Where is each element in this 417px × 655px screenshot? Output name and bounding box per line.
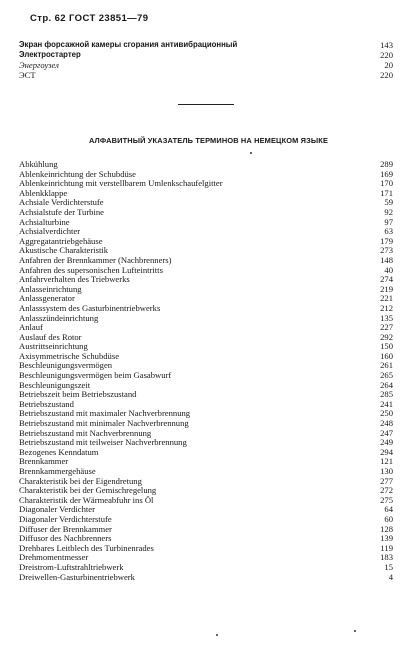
entry-page-number: 171 — [380, 187, 393, 198]
entry-term: Anfahrverhalten des Triebwerks — [19, 274, 130, 285]
entry-term: Axisymmetrische Schubdüse — [19, 350, 120, 361]
entry-term: Dreiwellen-Gasturbinentriebwerk — [19, 571, 135, 582]
entry-page-number: 179 — [380, 235, 393, 246]
entry-page-number: 264 — [380, 379, 393, 390]
section-divider — [178, 104, 234, 105]
entry-page-number: 130 — [380, 466, 393, 476]
entry-page-number: 59 — [384, 197, 393, 208]
entry-page-number: 160 — [380, 350, 393, 361]
entry-term: Betriebszustand mit teilweiser Nachverbrennung — [19, 437, 187, 448]
entry-page-number: 92 — [384, 206, 393, 217]
entry-page-number: 148 — [380, 254, 393, 265]
entry-term: Anfahren der Brennkammer (Nachbrenners) — [19, 254, 172, 265]
entry-term: Akustische Charakteristik — [19, 245, 109, 256]
entry-term: Bezogenes Kenndatum — [19, 446, 99, 457]
entry-term: Auslauf des Rotor — [19, 331, 82, 342]
entry-term: Экран форсажной камеры сгорания антивибрационный — [19, 40, 238, 49]
entry-term: Drehbares Leitblech des Turbinenrades — [19, 542, 154, 553]
entry-term: Anlasssystem des Gasturbinentriebwerks — [19, 302, 161, 313]
entry-term: Betriebszustand mit Nachverbrennung — [19, 427, 152, 438]
entry-term: Anfahren des supersonischen Lufteintritts — [19, 264, 163, 275]
entry-page-number: 274 — [380, 274, 393, 285]
entry-page-number: 277 — [380, 475, 393, 486]
entry-page-number: 247 — [380, 427, 393, 438]
entry-page-number: 273 — [380, 245, 393, 256]
entry-term: Diffusor des Nachbrenners — [19, 533, 112, 544]
entry-page-number: 135 — [380, 312, 393, 323]
entry-term: Ablenkeinrichtung mit verstellbarem Umlenkschaufelgitter — [19, 178, 223, 189]
entry-page-number: 292 — [380, 331, 393, 342]
entry-term: Beschleunigungsvermögen — [19, 360, 113, 371]
entry-term: Achsiale Verdichterstufe — [19, 197, 104, 208]
entry-term: Achsialstufe der Turbine — [19, 206, 104, 217]
entry-term: Austrittseinrichtung — [19, 341, 88, 352]
entry-term: Betriebszustand mit maximaler Nachverbrennung — [19, 408, 191, 419]
entry-term: Betriebszeit beim Betriebszustand — [19, 389, 137, 400]
entry-page-number: 170 — [380, 178, 393, 189]
entry-page-number: 63 — [384, 226, 393, 237]
entry-page-number: 227 — [380, 322, 393, 333]
entry-term: Betriebszustand — [19, 398, 74, 409]
entry-term: ЭСТ — [19, 70, 36, 80]
entry-page-number: 150 — [380, 341, 393, 352]
entry-term: Charakteristik bei der Eigendretung — [19, 475, 142, 486]
entry-term: Brennkammergehäuse — [19, 466, 96, 476]
entry-page-number: 250 — [380, 408, 393, 419]
entry-term: Электростартер — [19, 50, 81, 59]
entry-page-number: 128 — [380, 523, 393, 534]
entry-term: Ablenkklappe — [19, 187, 68, 198]
entry-term: Anlauf — [19, 322, 43, 333]
section-title: АЛФАВИТНЫЙ УКАЗАТЕЛЬ ТЕРМИНОВ НА НЕМЕЦКОМ ЯЗЫКЕ — [88, 136, 329, 145]
entry-term: Abkühlung — [19, 159, 58, 169]
entry-term: Beschleunigungszeit — [19, 379, 91, 390]
entry-term: Diffuser der Brennkammer — [19, 523, 112, 534]
entry-term: Dreistrom-Luftstrahltriebwerk — [19, 561, 124, 572]
entry-page-number: 15 — [384, 561, 393, 572]
entry-term: Diagonaler Verdichterstufe — [19, 513, 112, 524]
entry-page-number: 285 — [380, 389, 393, 400]
page-header: Стр. 62 ГОСТ 23851—79 — [30, 13, 149, 24]
entry-page-number: 241 — [380, 398, 393, 409]
entry-page-number: 249 — [380, 437, 393, 448]
entry-page-number: 294 — [380, 446, 393, 457]
entry-term: Charakteristik der Wärmeabfuhr ins Öl — [19, 494, 154, 505]
index-entry — [19, 314, 393, 324]
entry-term: Anlassgenerator — [19, 293, 75, 304]
entry-term: Anlasszündeinrichtung — [19, 312, 99, 323]
print-speck — [354, 630, 356, 632]
index-entry — [19, 208, 393, 218]
entry-page-number: 183 — [380, 552, 393, 563]
index-entry — [19, 390, 393, 400]
index-entry — [19, 40, 393, 50]
entry-term: Энергоузел — [19, 60, 59, 70]
entry-term: Achsialturbine — [19, 216, 70, 227]
entry-page-number: 212 — [380, 302, 393, 313]
entry-term: Brennkammer — [19, 456, 69, 467]
entry-term: Betriebszustand mit minimaler Nachverbrennung — [19, 418, 189, 429]
index-entry — [19, 285, 393, 295]
index-entry — [19, 448, 393, 458]
entry-term: Aggregatantriebgehäuse — [19, 235, 103, 246]
entry-term: Charakteristik bei der Gemischregelung — [19, 485, 157, 496]
previous-index-entries — [19, 40, 393, 80]
index-entry — [19, 50, 393, 60]
entry-page-number: 121 — [380, 456, 393, 467]
entry-term: Ablenkeinrichtung der Schubdüse — [19, 168, 136, 179]
print-speck — [216, 634, 218, 636]
index-entry — [19, 179, 393, 189]
entry-term: Achsialverdichter — [19, 226, 81, 237]
entry-term: Drehmomentmesser — [19, 552, 89, 563]
index-entry — [19, 70, 393, 80]
entry-page-number: 60 — [384, 513, 393, 524]
entry-page-number: 289 — [380, 159, 393, 169]
entry-page-number: 265 — [380, 370, 393, 381]
entry-page-number: 221 — [380, 293, 393, 304]
entry-page-number: 97 — [384, 216, 393, 227]
entry-page-number: 275 — [380, 494, 393, 505]
entry-page-number: 272 — [380, 485, 393, 496]
index-entry — [19, 60, 393, 70]
entry-page-number: 40 — [384, 264, 393, 275]
entry-page-number: 220 — [380, 70, 393, 80]
entry-page-number: 119 — [380, 542, 393, 553]
entry-page-number: 169 — [380, 168, 393, 179]
entry-page-number: 4 — [388, 571, 393, 582]
german-term-index — [19, 160, 393, 582]
entry-page-number: 220 — [380, 50, 393, 60]
entry-page-number: 64 — [384, 504, 393, 515]
entry-page-number: 143 — [380, 40, 393, 50]
entry-page-number: 20 — [384, 60, 393, 70]
entry-term: Beschleunigungsvermögen beim Gasabwurf — [19, 370, 172, 381]
print-speck — [250, 152, 252, 154]
entry-page-number: 219 — [380, 283, 393, 294]
entry-page-number: 248 — [380, 418, 393, 429]
entry-term: Diagonaler Verdichter — [19, 504, 95, 515]
entry-page-number: 139 — [380, 533, 393, 544]
entry-page-number: 261 — [380, 360, 393, 371]
index-entry — [19, 573, 393, 583]
entry-term: Anlasseinrichtung — [19, 283, 82, 294]
